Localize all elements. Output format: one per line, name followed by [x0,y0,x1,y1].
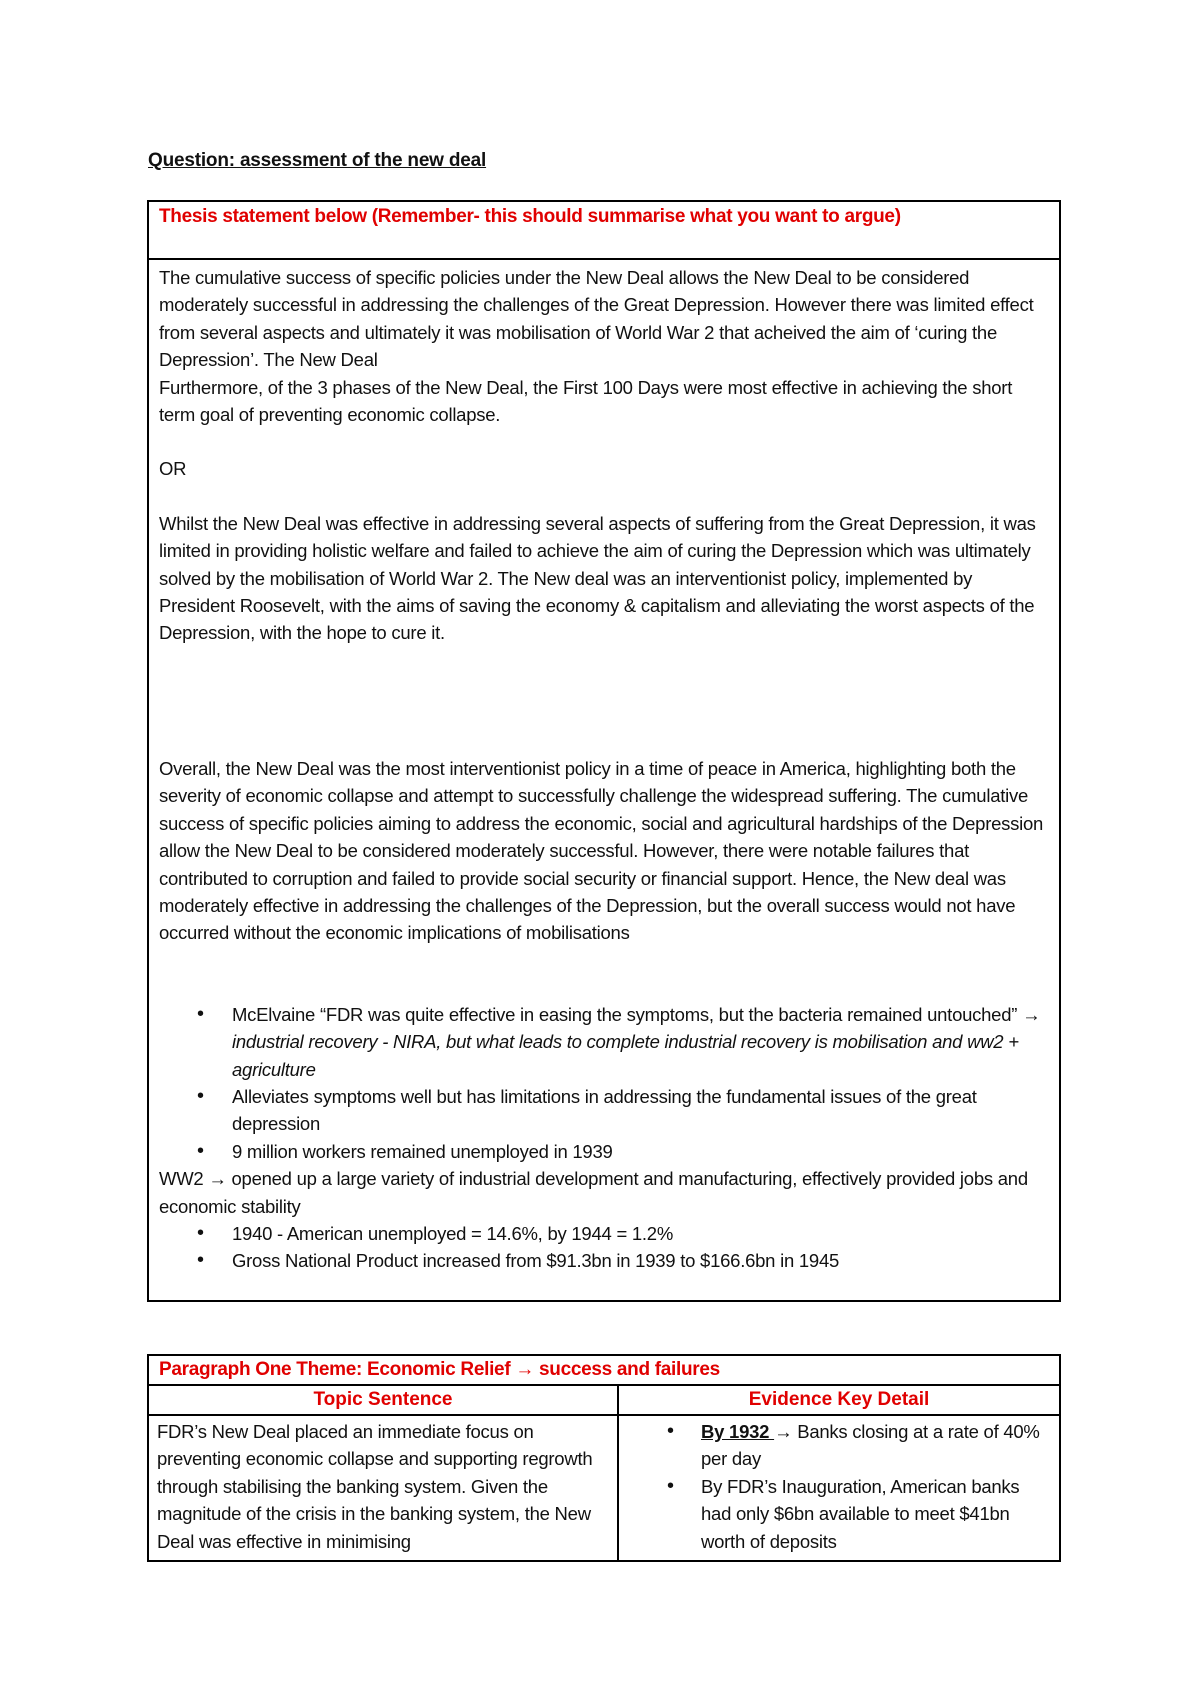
col-topic-sentence: Topic Sentence [149,1386,619,1416]
col-evidence-key-detail: Evidence Key Detail [619,1386,1059,1416]
thesis-bullets-a [159,1001,1049,1165]
thesis-bullets-b [159,1220,1049,1275]
question-title: Question: assessment of the new deal [148,150,487,171]
list-item: • By FDR’s Inauguration, American banks had only $6bn available to meet $41bn worth of deposits [619,1473,1051,1555]
list-item: • McElvaine “FDR was quite effective in easing the symptoms, but the bacteria remained untouched” → industrial recovery - NIRA, but what leads to complete industrial recovery is mobilisation and ww2 + agriculture [159,1001,1049,1083]
ww2-line: WW2 → opened up a large variety of industrial development and manufacturing, effectively provided jobs and economic stability [159,1168,1028,1217]
thesis-heading: Thesis statement below (Remember- this should summarise what you want to argue) [149,202,1059,260]
list-item: • 1940 - American unemployed = 14.6%, by 1944 = 1.2% [159,1220,1049,1247]
paragraph-one-heading: Paragraph One Theme: Economic Relief → success and failures [149,1356,1059,1386]
thesis-paragraph-3: Whilst the New Deal was effective in addressing several aspects of suffering from the Great Depression, it was limited in providing holistic welfare and failed to achieve the aim of curing the Depression which was ultimately solved by the mobilisation of World War 2. The New deal was an interventionist policy, implemented by President Roosevelt, with the aims of saving the economy & capitalism and alleviating the worst aspects of the Depression, with the hope to cure it. [159,512,1036,644]
thesis-box [147,200,1061,1302]
thesis-paragraph-4: Overall, the New Deal was the most interventionist policy in a time of peace in America, highlighting both the severity of economic collapse and attempt to successfully challenge the widespread suffering. The cumulative success of specific policies aiming to address the economic, social and agricultural hardships of the Depression allow the New Deal to be considered moderately successful. However, there were notable failures that contributed to corruption and failed to provide social security or financial support. Hence, the New deal was moderately effective in addressing the challenges of the Depression, but the overall success would not have occurred without the economic implications of mobilisations [159,757,1044,944]
thesis-body [149,260,1059,1275]
thesis-paragraph-2: Furthermore, of the 3 phases of the New Deal, the First 100 Days were most effective in achieving the short term goal of preventing economic collapse. [159,376,1013,426]
list-item: • By 1932 → Banks closing at a rate of 40% per day [619,1418,1051,1473]
list-item: • Gross National Product increased from $91.3bn in 1939 to $166.6bn in 1945 [159,1247,1049,1274]
thesis-paragraph-1: The cumulative success of specific policies under the New Deal allows the New Deal to be considered moderately successful in addressing the challenges of the Great Depression. However there was limited effect from several aspects and ultimately it was mobilisation of World War 2 that acheived the aim of ‘curing the Depression’. The New Deal [159,267,1034,371]
list-item: • Alleviates symptoms well but has limitations in addressing the fundamental issues of the great depression [159,1083,1049,1138]
list-item: • 9 million workers remained unemployed in 1939 [159,1138,1049,1165]
thesis-or: OR [159,458,187,480]
topic-sentence-text: FDR’s New Deal placed an immediate focus on preventing economic collapse and supporting regrowth through stabilising the banking system. Given the magnitude of the crisis in the banking system, the New Deal was effective in minimising [157,1421,593,1552]
paragraph-one-table [147,1354,1061,1562]
evidence-list [619,1416,1059,1555]
